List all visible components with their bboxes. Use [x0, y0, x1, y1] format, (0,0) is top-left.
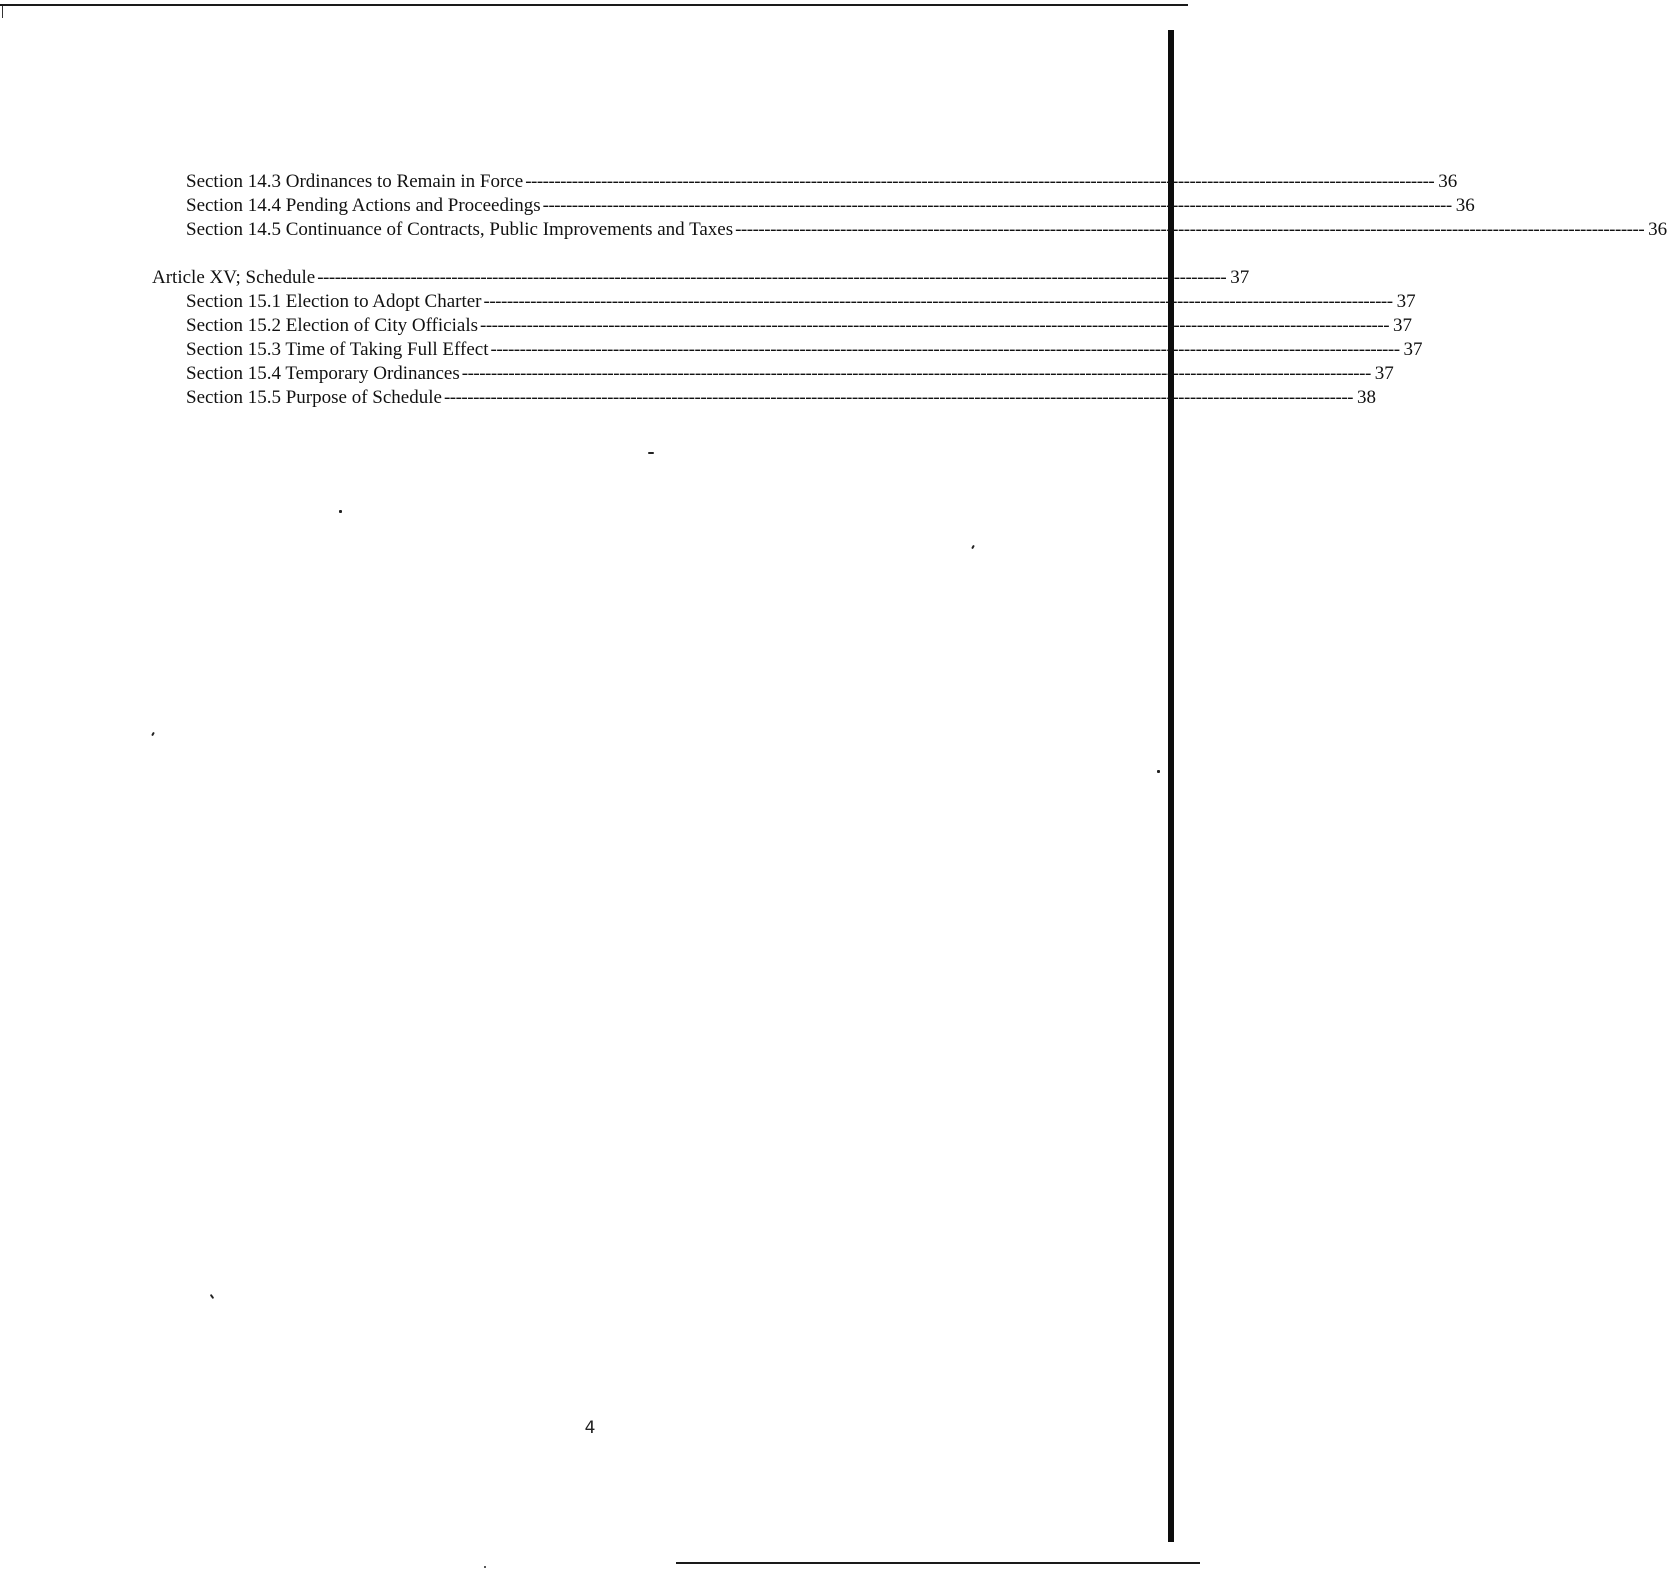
scan-speck	[484, 1566, 486, 1568]
toc-entry-article	[152, 266, 1250, 290]
toc-dot-leader: ------------------------------------------------------------------------------------------------------------------------------------------------------------	[542, 195, 1452, 216]
toc-entry	[186, 218, 1667, 242]
toc-entry-page: 37	[1403, 339, 1423, 360]
scan-speck	[151, 732, 155, 736]
toc-entry-page: 37	[1396, 291, 1416, 312]
toc-dot-leader: ------------------------------------------------------------------------------------------------------------------------------------------------------------	[461, 363, 1371, 384]
scan-speck	[210, 1294, 215, 1299]
toc-entry-label: Section 15.4 Temporary Ordinances	[186, 363, 460, 384]
scan-speck	[339, 510, 342, 513]
toc-entry-label: Section 15.1 Election to Adopt Charter	[186, 291, 482, 312]
toc-dot-leader: ------------------------------------------------------------------------------------------------------------------------------------------------------------	[483, 291, 1393, 312]
toc-entry-page: 36	[1438, 171, 1458, 192]
toc-dot-leader: ------------------------------------------------------------------------------------------------------------------------------------------------------------	[490, 339, 1400, 360]
toc-dot-leader: ------------------------------------------------------------------------------------------------------------------------------------------------------------	[443, 387, 1353, 408]
scan-speck	[1157, 770, 1160, 773]
toc-entry-label: Section 14.5 Continuance of Contracts, Public Improvements and Taxes	[186, 219, 734, 240]
toc-entry-page: 36	[1648, 219, 1667, 240]
toc-entry	[186, 362, 1394, 386]
scan-edge-bar	[1168, 30, 1174, 1542]
bottom-rule	[676, 1562, 1200, 1564]
toc-entry-page: 37	[1374, 363, 1394, 384]
toc-entry-label: Section 15.3 Time of Taking Full Effect	[186, 339, 489, 360]
toc-entry-page: 36	[1455, 195, 1475, 216]
toc-entry-label: Article XV; Schedule	[152, 267, 316, 288]
toc-entry	[186, 194, 1475, 218]
page-number: 4	[584, 1418, 596, 1438]
toc-entry	[186, 386, 1376, 410]
toc-entry	[186, 290, 1416, 314]
toc-dot-leader: ------------------------------------------------------------------------------------------------------------------------------------------------------------	[525, 171, 1435, 192]
toc-entry-page: 37	[1393, 315, 1413, 336]
toc-entry	[186, 170, 1458, 194]
toc-dot-leader: ------------------------------------------------------------------------------------------------------------------------------------------------------------	[480, 315, 1390, 336]
toc-entry-label: Section 14.3 Ordinances to Remain in Force	[186, 171, 524, 192]
scan-speck	[648, 452, 654, 454]
toc-entry-label: Section 15.2 Election of City Officials	[186, 315, 478, 336]
toc-entry-label: Section 15.5 Purpose of Schedule	[186, 387, 442, 408]
toc-entry-label: Section 14.4 Pending Actions and Proceedings	[186, 195, 541, 216]
toc-entry	[186, 314, 1413, 338]
scan-speck	[971, 545, 975, 549]
toc-entry-page: 38	[1356, 387, 1376, 408]
toc-dot-leader: ------------------------------------------------------------------------------------------------------------------------------------------------------------	[317, 267, 1227, 288]
toc-entry	[186, 338, 1423, 362]
top-tick-mark	[2, 6, 3, 18]
toc-dot-leader: ------------------------------------------------------------------------------------------------------------------------------------------------------------	[735, 219, 1645, 240]
toc-entry-page: 37	[1230, 267, 1250, 288]
top-rule	[0, 4, 1188, 6]
